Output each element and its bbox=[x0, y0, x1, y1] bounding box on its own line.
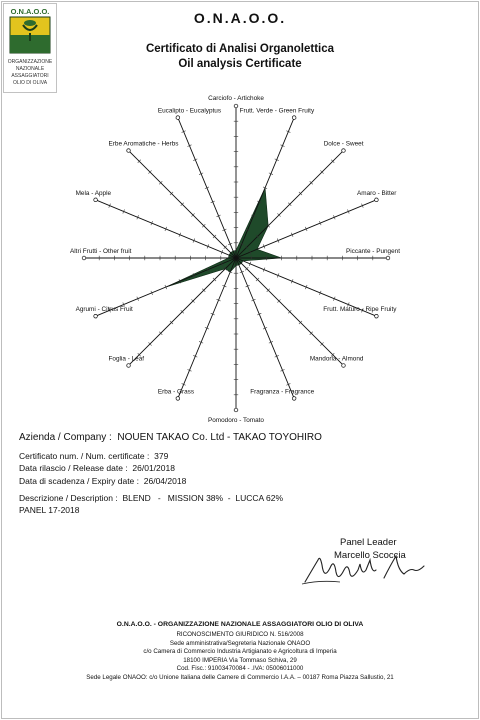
description-row bbox=[19, 493, 283, 503]
radar-axis-label: Agrumi - Citrus Fruit bbox=[75, 306, 133, 314]
certificate-title-en: Oil analysis Certificate bbox=[178, 58, 302, 70]
logo-acronym: O.N.A.O.O. bbox=[10, 7, 50, 16]
radar-axis-label: Dolce - Sweet bbox=[323, 140, 364, 148]
panel-code: PANEL 17-2018 bbox=[19, 505, 80, 515]
radar-axis-label: Eucalipto - Eucalyptus bbox=[157, 107, 222, 115]
certificate-number-value: 379 bbox=[154, 451, 169, 461]
radar-axis-end bbox=[94, 314, 98, 318]
radar-axis-end bbox=[127, 149, 131, 153]
radar-axis-end bbox=[82, 256, 86, 260]
expiry-date-label: Data di scadenza / Expiry date : bbox=[19, 476, 140, 486]
radar-axis-end bbox=[234, 408, 238, 412]
expiry-date-row bbox=[19, 476, 186, 486]
radar-axis-label: Frutt. Maturo - Ripe Fruity bbox=[323, 306, 397, 314]
company-label: Azienda / Company : bbox=[19, 432, 112, 443]
radar-data-area bbox=[166, 188, 282, 287]
company-row bbox=[19, 432, 322, 443]
footer-legal-office: Sede Legale ONAOO: c/o Unione Italiana delle Camere di Commercio I.A.A. – 00187 Roma Piazza Sallustio, 21 bbox=[86, 674, 394, 681]
release-date-value: 26/01/2018 bbox=[132, 463, 175, 473]
radar-axis-end bbox=[292, 116, 296, 120]
radar-axis-end bbox=[94, 198, 98, 202]
certificate-number-label: Certificato num. / Num. certificate : bbox=[19, 451, 150, 461]
release-date-row bbox=[19, 463, 175, 473]
sensory-radar-chart bbox=[0, 95, 480, 424]
radar-axis-end bbox=[234, 104, 238, 108]
radar-axis-label: Erbe Aromatiche - Herbs bbox=[108, 140, 179, 148]
radar-axis-end bbox=[342, 364, 346, 368]
radar-axis-label: Piccante - Pungent bbox=[346, 248, 400, 255]
expiry-date-value: 26/04/2018 bbox=[143, 476, 187, 486]
radar-axis-label: Foglia - Leaf bbox=[108, 355, 145, 363]
radar-axis-label: Erba - Grass bbox=[157, 388, 195, 396]
certificate-title-it: Certificato di Analisi Organolettica bbox=[145, 43, 335, 55]
radar-axis-end bbox=[292, 397, 296, 401]
description-value: BLEND - MISSION 38% - LUCCA 62% bbox=[122, 493, 284, 503]
footer-org-name: O.N.A.O.O. - ORGANIZZAZIONE NAZIONALE ASSAGGIATORI OLIO DI OLIVA bbox=[116, 621, 364, 628]
radar-axis-end bbox=[386, 256, 390, 260]
radar-axis-label: Altri Frutti - Other fruit bbox=[70, 248, 132, 255]
radar-axis-label: Mela - Apple bbox=[75, 189, 112, 197]
radar-axis-end bbox=[375, 198, 379, 202]
logo-line-1: ORGANIZZAZIONE bbox=[7, 59, 53, 65]
radar-axis-end bbox=[127, 364, 131, 368]
company-value: NOUEN TAKAO Co. Ltd - TAKAO TOYOHIRO bbox=[117, 432, 322, 443]
release-date-label: Data rilascio / Release date : bbox=[19, 463, 128, 473]
logo-line-2: NAZIONALE bbox=[15, 66, 45, 72]
radar-axis-end bbox=[375, 314, 379, 318]
org-title: O.N.A.O.O. bbox=[193, 10, 287, 26]
radar-axis-end bbox=[176, 116, 180, 120]
signature-role: Panel Leader bbox=[340, 537, 397, 548]
radar-axis-label: Pomodoro - Tomato bbox=[207, 417, 265, 424]
signature-name: Marcello Scoccia bbox=[334, 550, 406, 561]
footer-chamber: c/o Camera di Commercio Industria Artigianato e Agricoltura di Imperia bbox=[143, 648, 337, 655]
radar-axis-label: Frutt. Verde - Green Fruity bbox=[239, 107, 315, 115]
logo-line-3: ASSAGGIATORI bbox=[11, 73, 49, 79]
footer-tax-code: Cod. Fisc.: 91003470084 - .IVA: 05006011000 bbox=[176, 665, 304, 672]
radar-axis-label: Carciofo - Artichoke bbox=[208, 95, 264, 102]
handwritten-signature bbox=[300, 540, 440, 590]
radar-axis-label: Fragranza - Fragrance bbox=[250, 388, 315, 396]
logo-line-4: OLIO DI OLIVA bbox=[12, 80, 48, 86]
radar-axis-end bbox=[176, 397, 180, 401]
footer-recognition: RICONOSCIMENTO GIURIDICO N. 516/2008 bbox=[176, 631, 304, 638]
radar-axis-label: Mandorla - Almond bbox=[309, 355, 364, 363]
radar-axis-label: Amaro - Bitter bbox=[357, 189, 397, 197]
certificate-number-row bbox=[19, 451, 168, 461]
description-label: Descrizione / Description : bbox=[19, 493, 118, 503]
footer-address: 18100 IMPERIA Via Tommaso Schiva, 29 bbox=[183, 657, 297, 664]
footer-admin-office: Sede amministrativa/Segreteria Nazionale ONAOO bbox=[169, 640, 311, 647]
radar-axis-end bbox=[342, 149, 346, 153]
